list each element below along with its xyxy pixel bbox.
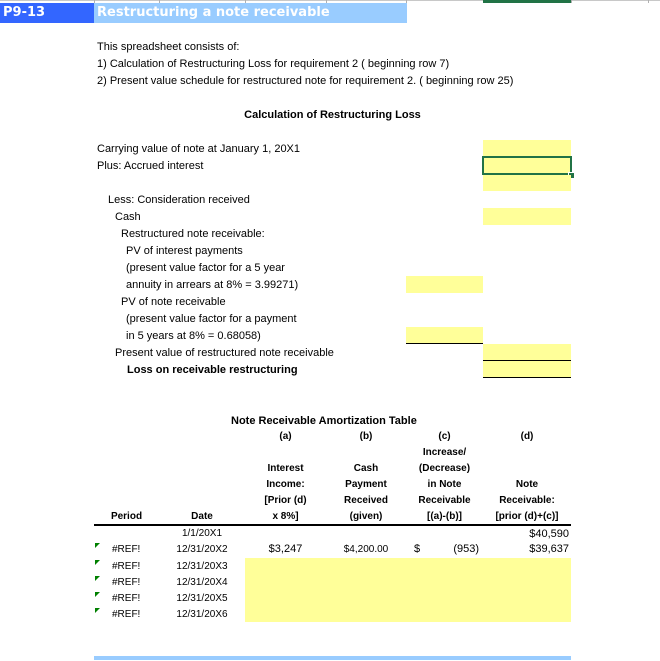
header-c-3: in Note [427,479,462,490]
error-indicator-icon[interactable] [95,608,100,613]
header-b-4: (given) [349,511,383,522]
header-c-1: Increase/ [422,447,467,458]
amort-table-title: Note Receivable Amortization Table [231,415,417,427]
row0-d[interactable]: $40,590 [529,528,569,540]
row1-b[interactable]: $4,200.00 [343,544,389,555]
header-d-2: Receivable: [499,495,555,506]
pv-note-note-2: in 5 years at 8% = 0.68058) [126,330,261,342]
footer-bar [94,656,571,660]
error-indicator-icon[interactable] [95,543,100,548]
pv-interest-note-2: annuity in arrears at 8% = 3.99271) [126,279,299,291]
row5-date[interactable]: 12/31/20X6 [176,609,228,620]
row4-period[interactable]: #REF! [112,593,141,604]
row3-period[interactable]: #REF! [112,577,141,588]
header-b-3: Received [344,495,388,506]
col-letter-c: (c) [438,431,451,442]
intro-line-1[interactable]: This spreadsheet consists of: [97,41,240,53]
header-d-1: Note [515,479,539,490]
pv-interest-note-1: (present value factor for a 5 year [126,262,285,274]
gridline [571,0,572,3]
col-letter-a: (a) [279,431,292,442]
pv-interest-label: PV of interest payments [126,245,243,257]
error-indicator-icon[interactable] [95,576,100,581]
pv-note-label: PV of note receivable [121,296,226,308]
less-consideration-label: Less: Consideration received [108,194,250,206]
row1-d[interactable]: $39,637 [529,543,569,555]
error-indicator-icon[interactable] [95,592,100,597]
subtotal-input[interactable] [483,175,571,191]
pv-restructured-label: Present value of restructured note receivable [115,347,334,359]
header-a-3: [Prior (d) [264,495,307,506]
pv-note-input[interactable] [406,327,483,344]
header-c-2: (Decrease) [418,463,471,474]
cash-input[interactable] [483,208,571,225]
restructured-note-label: Restructured note receivable: [121,228,265,240]
row1-a[interactable]: $3,247 [268,543,303,555]
row2-date[interactable]: 12/31/20X3 [176,561,228,572]
problem-code-cell[interactable]: P9-13 [0,3,94,23]
row3-date[interactable]: 12/31/20X4 [176,577,228,588]
row1-c[interactable]: (953) [453,543,479,555]
header-date: Date [191,511,213,522]
accrued-interest-label: Plus: Accrued interest [97,160,204,172]
header-period: Period [110,511,143,522]
gridline [648,0,649,3]
col-letter-b: (b) [359,431,373,442]
pv-restructured-note-input[interactable] [483,344,571,361]
loss-input[interactable] [483,361,571,378]
intro-line-3[interactable]: 2) Present value schedule for restructured note for requirement 2. ( beginning row 25) [97,75,514,87]
row2-period[interactable]: #REF! [112,561,141,572]
row1-c-symbol: $ [414,543,421,555]
header-d-3: [prior (d)+(c)] [495,511,559,522]
amort-input-block[interactable] [245,558,571,622]
header-b-2: Payment [345,479,387,490]
loss-calc-title[interactable]: Calculation of Restructuring Loss [244,109,421,121]
sheet-title-cell[interactable]: Restructuring a note receivable [94,3,407,23]
col-letter-d: (d) [520,431,534,442]
header-a-2: Income: [266,479,305,490]
loss-label: Loss on receivable restructuring [127,364,298,376]
carrying-value-label: Carrying value of note at January 1, 20X1 [97,143,301,155]
row0-date[interactable]: 1/1/20X1 [181,528,223,539]
cash-label: Cash [115,211,141,223]
header-rule [94,524,571,526]
header-a-1: Interest [267,463,304,474]
header-c-4: Receivable [418,495,471,506]
header-b-1: Cash [353,463,379,474]
header-c-5: [(a)-(b)] [427,511,462,522]
header-a-4: x 8%] [272,511,299,522]
row5-period[interactable]: #REF! [112,609,141,620]
accrued-interest-input-selected[interactable] [482,156,572,175]
row1-date[interactable]: 12/31/20X2 [176,544,228,555]
error-indicator-icon[interactable] [95,560,100,565]
selected-column-indicator [483,0,571,3]
pv-interest-input[interactable] [406,276,483,293]
carrying-value-input[interactable] [483,140,571,157]
intro-line-2[interactable]: 1) Calculation of Restructuring Loss for requirement 2 ( beginning row 7) [97,58,450,70]
row1-period[interactable]: #REF! [112,544,141,555]
row4-date[interactable]: 12/31/20X5 [176,593,228,604]
pv-note-note-1: (present value factor for a payment [126,313,297,325]
